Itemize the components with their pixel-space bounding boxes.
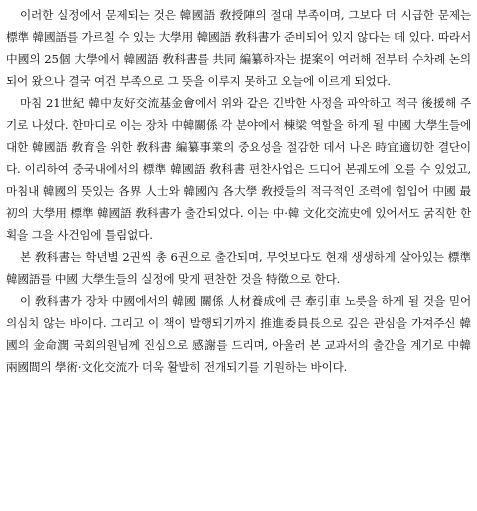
paragraph-textbook-features: 본 敎科書는 학년별 2권씩 총 6권으로 출간되며, 무엇보다도 현재 생생하게 살아있는 標準 韓國語를 中國 大學生들의 실정에 맞게 편찬한 것을 特徵으로 한다. [6, 250, 471, 286]
paragraph-closing-remarks: 이 敎科書가 장차 中國에서의 韓國 關係 人材養成에 큰 牽引車 노릇을 하게 될 것을 믿어 의심치 않는 바이다. 그리고 이 책이 발행되기까지 推進委員長으로 깊은 관심을 가져주신 韓國의 金命潤 국회의원님께 진심으로 感謝를 드리며, 아울러 본 교과서의 출간을 계기로 中韓兩國間의 學術·文化交流가 더욱 활발히 전개되기를 기원하는 바이다. [6, 294, 471, 374]
paragraph-foundation-support: 마침 21世紀 韓中友好交流基金會에서 위와 같은 긴박한 사정을 파악하고 적극 後援해 주기로 나섰다. 한마디로 이는 장차 中韓關係 각 분야에서 棟梁 역할을 하게 될 中國 大學生들에 대한 韓國語 敎育을 위한 敎科書 編纂事業의 중요성을 절감한 데서 나온 時宜適切한 결단이다. 이리하여 중국내에서의 標準 韓國語 敎科書 편찬사업은 드디어 본궤도에 오를 수 있었고, 마침내 韓國의 뜻있는 各界 人士와 韓國內 各大學 敎授들의 적극적인 조력에 힘입어 中國 最初의 大學用 標準 韓國語 敎科書가 출간되었다. 이는 中·韓 文化交流史에 있어서도 굵직한 한 획을 그을 사건임에 틀림없다. [6, 96, 471, 242]
paragraph-teaching-staff-shortage: 이러한 실정에서 문제되는 것은 韓國語 敎授陣의 절대 부족이며, 그보다 더 시급한 문제는 標準 韓國語를 가르칠 수 있는 大學用 韓國語 敎科書가 준비되어 있지 않다는 데 있다. 따라서 中國의 25個 大學에서 韓國語 敎科書를 共同 編纂하자는 提案이 여러해 전부터 수차례 논의되어 왔으나 결국 여건 부족으로 그 뜻을 이루지 못하고 오늘에 이르게 되었다. [6, 8, 471, 88]
